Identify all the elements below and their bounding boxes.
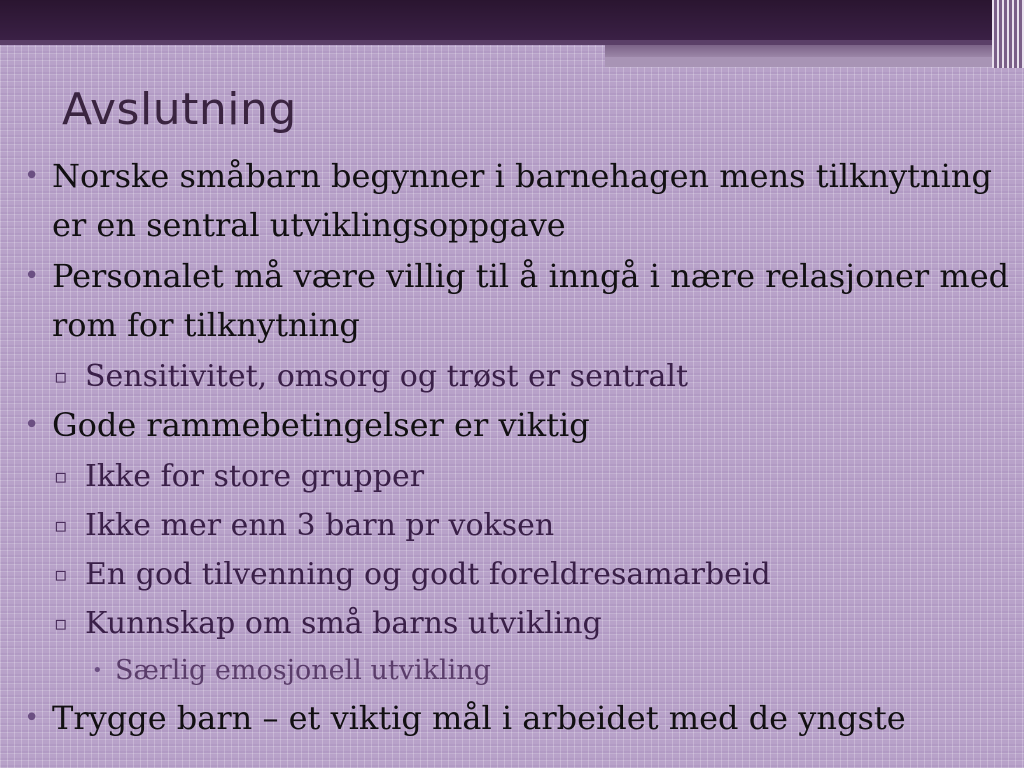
- sub-bullet-item: [22, 501, 1012, 550]
- square-bullet-icon: ▫: [54, 611, 68, 635]
- sub-bullet-text: Sensitivitet, omsorg og trøst er sentralt: [85, 359, 689, 394]
- bullet-text: Trygge barn – et viktig mål i arbeidet med de yngste: [52, 699, 906, 737]
- dot-bullet-icon: •: [92, 660, 103, 681]
- bullet-list: [22, 152, 1012, 745]
- slide-title: Avslutning: [62, 84, 297, 135]
- square-bullet-icon: ▫: [54, 364, 68, 388]
- bullet-text: Norske småbarn begynner i barnehagen mens tilknytning er en sentral utviklingsoppgave: [52, 157, 992, 244]
- bullet-item: [22, 152, 1012, 250]
- bullet-marker-icon: •: [24, 261, 40, 291]
- sub-bullet-text: Ikke mer enn 3 barn pr voksen: [85, 508, 555, 543]
- square-bullet-icon: ▫: [54, 464, 68, 488]
- corner-decoration: [992, 0, 1024, 68]
- sub-bullet-item: [22, 452, 1012, 501]
- bullet-marker-icon: •: [24, 161, 40, 191]
- bullet-item: [22, 694, 1012, 743]
- sub-bullet-item: [22, 352, 1012, 401]
- header-accent-stripe-light: [605, 57, 1024, 67]
- sub-bullet-text: Ikke for store grupper: [85, 459, 425, 494]
- header-bar: [0, 0, 1024, 40]
- bullet-item: [22, 401, 1012, 450]
- sub-sub-bullet-text: Særlig emosjonell utvikling: [115, 655, 491, 686]
- square-bullet-icon: ▫: [54, 562, 68, 586]
- sub-bullet-text: En god tilvenning og godt foreldresamarbeid: [85, 557, 771, 592]
- bullet-marker-icon: •: [24, 410, 40, 440]
- sub-bullet-item: [22, 599, 1012, 648]
- sub-bullet-item: [22, 550, 1012, 599]
- bullet-marker-icon: •: [24, 703, 40, 733]
- sub-bullet-text: Kunnskap om små barns utvikling: [85, 606, 602, 641]
- bullet-text: Personalet må være villig til å inngå i nære relasjoner med rom for tilknytning: [52, 257, 1010, 344]
- bullet-text: Gode rammebetingelser er viktig: [52, 406, 590, 444]
- square-bullet-icon: ▫: [54, 513, 68, 537]
- header-accent-stripe: [605, 45, 1024, 57]
- bullet-item: [22, 252, 1012, 350]
- sub-sub-bullet-item: [22, 648, 1012, 694]
